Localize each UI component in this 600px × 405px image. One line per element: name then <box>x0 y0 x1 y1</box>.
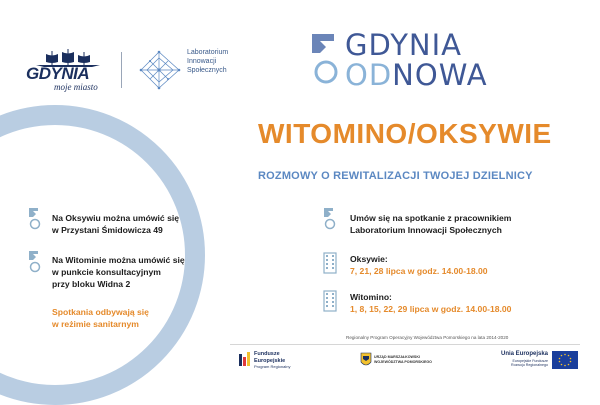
lab-network-icon <box>137 48 183 92</box>
key-icon <box>323 208 337 230</box>
oksywie-dates: 7, 21, 28 lipca w godz. 14.00-18.00 <box>350 266 488 276</box>
oksywie-label: Oksywie: <box>350 254 388 264</box>
fe-line-2: Europejskie <box>254 357 286 364</box>
pomorskie-logo <box>360 352 450 376</box>
gdynia-logo <box>24 50 106 102</box>
pomorskie-line-1: URZĄD MARSZAŁKOWSKI <box>374 355 420 359</box>
right-intro <box>350 212 511 236</box>
pomorskie-title <box>374 355 432 365</box>
left-item-1-line-2: w Przystani Śmidowicza 49 <box>52 225 163 235</box>
building-icon <box>323 290 337 312</box>
odnowa-line-1: GDYNIA <box>345 28 463 62</box>
page-subtitle: ROZMOWY O REWITALIZACJI TWOJEJ DZIELNICY <box>258 170 533 182</box>
ue-line-2: Europejskie Fundusze <box>512 359 548 363</box>
odnowa-highlight: OD <box>345 58 393 92</box>
odnowa-rest: NOWA <box>392 58 488 92</box>
left-item-1 <box>52 212 179 236</box>
fe-line-1: Fundusze <box>254 351 280 357</box>
key-icon <box>306 32 346 86</box>
lab-line-1: Laboratorium <box>187 49 229 56</box>
lab-name <box>187 48 228 75</box>
witomino-label: Witomino: <box>350 292 392 302</box>
sanitary-note <box>52 306 149 330</box>
key-icon <box>28 208 42 230</box>
witomino-schedule <box>350 291 511 315</box>
gdynia-tagline: moje miasto <box>54 82 98 92</box>
left-item-2-line-1: Na Witominie można umówić się <box>52 255 185 265</box>
odnowa-line-2 <box>345 60 488 90</box>
program-note: Regionalny Program Operacyjny Województwa Pomorskiego na lata 2014-2020 <box>346 335 509 340</box>
lab-logo <box>137 48 237 92</box>
coat-of-arms-icon <box>360 352 372 368</box>
left-item-2 <box>52 254 185 290</box>
ue-subtitle <box>500 359 548 368</box>
fe-star-icon <box>238 351 252 369</box>
left-item-2-line-2: w punkcie konsultacyjnym <box>52 267 161 277</box>
gdynia-odnowa-logo <box>345 30 488 90</box>
logo-divider <box>121 52 122 88</box>
footer-divider <box>230 344 580 345</box>
witomino-dates: 1, 8, 15, 22, 29 lipca w godz. 14.00-18.00 <box>350 304 512 314</box>
left-item-1-line-1: Na Oksywiu można umówić się <box>52 213 180 223</box>
building-icon <box>323 252 337 274</box>
key-icon <box>28 251 42 273</box>
ue-title: Unia Europejska <box>500 351 548 357</box>
fe-title <box>254 351 285 364</box>
lab-line-2: Innowacji <box>187 58 217 65</box>
eu-flag-icon <box>552 351 578 369</box>
left-item-2-line-3: przy bloku Widna 2 <box>52 279 131 289</box>
oksywie-schedule <box>350 253 488 277</box>
ue-line-3: Rozwoju Regionalnego <box>511 363 548 368</box>
lab-line-3: Społecznych <box>187 67 227 74</box>
fe-line-3: Program Regionalny <box>254 364 291 369</box>
right-intro-line-2: Laboratorium Innowacji Społecznych <box>350 225 502 235</box>
sanitary-line-2: w reżimie sanitarnym <box>52 319 139 329</box>
sanitary-line-1: Spotkania odbywają się <box>52 307 149 317</box>
fundusze-europejskie-logo <box>238 350 308 376</box>
unia-europejska-logo <box>500 350 580 376</box>
page-title: WITOMINO/OKSYWIE <box>258 118 552 149</box>
pomorskie-line-2: WOJEWÓDZTWA POMORSKIEGO <box>374 360 432 364</box>
right-intro-line-1: Umów się na spotkanie z pracownikiem <box>350 213 512 223</box>
gdynia-wordmark: GDYNIA <box>26 64 90 83</box>
